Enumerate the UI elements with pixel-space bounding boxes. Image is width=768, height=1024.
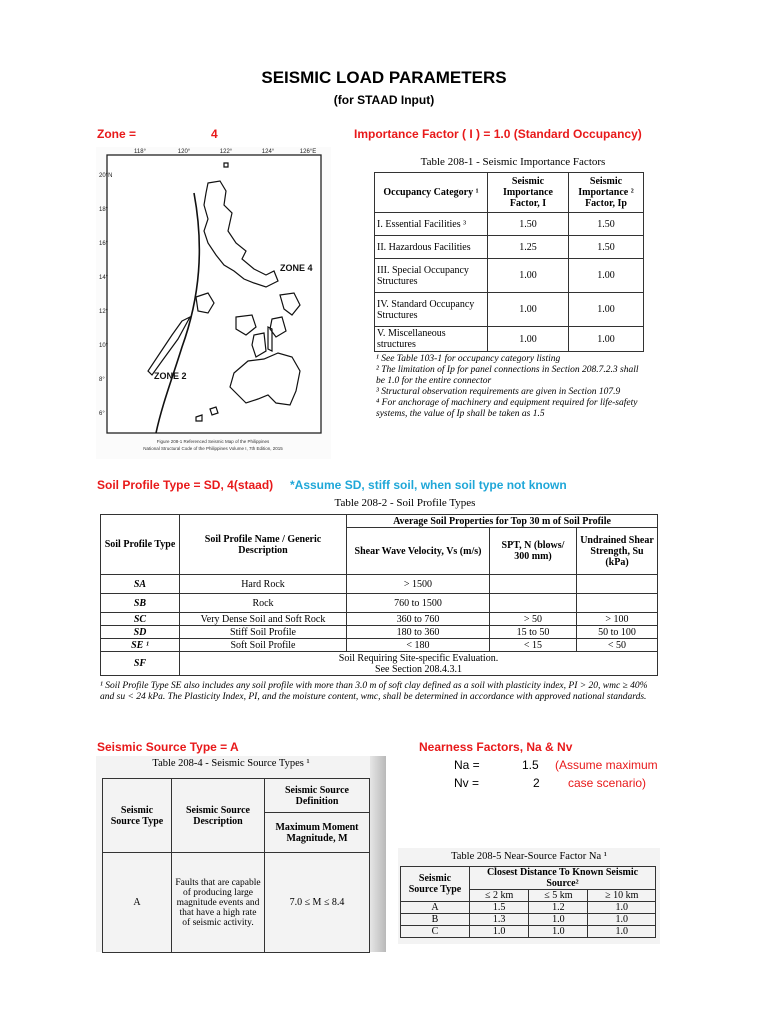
near-col: ≥ 10 km xyxy=(588,890,656,902)
importance-header-category: Occupancy Category ¹ xyxy=(375,173,488,213)
nv-label: Nv = xyxy=(454,776,480,790)
soil-header-spt: SPT, N (blows/ 300 mm) xyxy=(490,528,577,575)
soil-header-su: Undrained Shear Strength, Su (kPa) xyxy=(577,528,658,575)
na-value: 1.5 xyxy=(522,758,539,772)
near-val: 1.3 xyxy=(470,914,529,926)
source-mag: 7.0 ≤ M ≤ 8.4 xyxy=(265,853,370,953)
table-row xyxy=(401,902,656,914)
soil-type: SB xyxy=(101,594,180,613)
row-ip: 1.00 xyxy=(569,293,644,327)
footnote: ² The limitation of Ip for panel connections in Section 208.7.2.3 shall be 1.0 for the entire connector xyxy=(376,365,639,386)
page-subtitle: (for STAAD Input) xyxy=(333,93,435,107)
soil-type: SC xyxy=(101,613,180,626)
lon-tick: 124° xyxy=(261,149,275,155)
near-source-table-photo xyxy=(398,848,660,944)
lat-tick: 16° xyxy=(99,241,109,247)
near-source-table-caption: Table 208-5 Near-Source Factor Na ¹ xyxy=(451,851,607,862)
table-row xyxy=(101,626,658,639)
lat-tick: 20°N xyxy=(99,173,113,179)
soil-vs: 180 to 360 xyxy=(347,626,490,639)
table-row xyxy=(375,213,644,236)
lat-tick: 6° xyxy=(99,411,105,417)
row-i: 1.50 xyxy=(488,213,569,236)
near-source-table xyxy=(400,866,656,938)
soil-vs: > 1500 xyxy=(347,575,490,594)
row-category: Essential Facilities ³ xyxy=(385,218,467,230)
row-category: Hazardous Facilities xyxy=(388,241,471,253)
source-type: A xyxy=(103,853,172,953)
seismic-source-label: Seismic Source Type = A xyxy=(97,740,239,754)
map-caption: National Structural Code of the Philippines Volume I, 7th Edition, 2015 xyxy=(143,446,283,451)
near-col: ≤ 5 km xyxy=(529,890,588,902)
lat-tick: 18° xyxy=(99,207,109,213)
soil-vs: 360 to 760 xyxy=(347,613,490,626)
soil-name: Soft Soil Profile xyxy=(180,639,347,652)
soil-type: SA xyxy=(101,575,180,594)
row-num: I. xyxy=(377,218,383,230)
soil-su xyxy=(577,575,658,594)
soil-sf-text: See Section 208.4.3.1 xyxy=(375,663,462,675)
row-num: II. xyxy=(377,241,387,253)
row-category: Standard Occupancy Structures xyxy=(377,298,475,321)
na-label: Na = xyxy=(454,758,480,772)
table-row xyxy=(101,594,658,613)
importance-header-i: Seismic Importance Factor, I xyxy=(488,173,569,213)
nearness-note: (Assume maximum xyxy=(555,758,658,772)
importance-table-caption: Table 208-1 - Seismic Importance Factors xyxy=(420,156,606,168)
zone-label: Zone = xyxy=(97,127,137,141)
source-table-caption: Table 208-4 - Seismic Source Types ¹ xyxy=(152,758,310,769)
soil-su xyxy=(577,594,658,613)
soil-profile-note: *Assume SD, stiff soil, when soil type not known xyxy=(290,478,567,492)
soil-su: 50 to 100 xyxy=(577,626,658,639)
lon-tick: 122° xyxy=(219,149,233,155)
soil-type: SE ¹ xyxy=(101,639,180,652)
row-i: 1.00 xyxy=(488,259,569,293)
table-row xyxy=(101,575,658,594)
lat-tick: 12° xyxy=(99,309,109,315)
soil-type: SF xyxy=(101,652,180,676)
soil-header-group: Average Soil Properties for Top 30 m of Soil Profile xyxy=(347,515,658,528)
table-row xyxy=(101,652,658,676)
soil-vs: 760 to 1500 xyxy=(347,594,490,613)
near-val: 1.0 xyxy=(588,902,656,914)
soil-spt: > 50 xyxy=(490,613,577,626)
soil-table-caption: Table 208-2 - Soil Profile Types xyxy=(334,497,476,509)
near-type: C xyxy=(401,926,470,938)
importance-header-ip: Seismic Importance ² Factor, Ip xyxy=(569,173,644,213)
soil-footnote: ¹ Soil Profile Type SE also includes any soil profile with more than 3.0 m of soft clay defined as a soil with plasticity index, PI > 20, wmc ≥ 40% and su < 24 kPa. The Plasticity Index, PI, and the moisture content, wmc, shall be determined in accordance with approved national standards. xyxy=(100,681,648,702)
lat-tick: 8° xyxy=(99,377,105,383)
lon-tick: 118° xyxy=(134,149,146,155)
near-col: ≤ 2 km xyxy=(470,890,529,902)
seismic-map-figure xyxy=(96,147,331,459)
soil-spt: 15 to 50 xyxy=(490,626,577,639)
near-val: 1.0 xyxy=(588,914,656,926)
near-header-type: Seismic Source Type xyxy=(401,867,470,902)
lon-tick: 120° xyxy=(177,149,191,155)
row-num: IV. xyxy=(377,298,389,310)
importance-footnotes xyxy=(376,354,648,420)
row-i: 1.00 xyxy=(488,327,569,352)
source-table-photo xyxy=(96,756,386,952)
near-type: B xyxy=(401,914,470,926)
nearness-title: Nearness Factors, Na & Nv xyxy=(419,740,573,754)
soil-profile-label: Soil Profile Type = SD, 4(staad) xyxy=(97,478,274,492)
soil-name: Rock xyxy=(180,594,347,613)
source-desc: Faults that are capable of producing large magnitude events and that have a high rate of seismic activity. xyxy=(172,853,265,953)
zone2-label: ZONE 2 xyxy=(154,371,187,381)
row-num: III. xyxy=(377,264,390,276)
zone4-label: ZONE 4 xyxy=(280,263,313,273)
source-header-desc: Seismic Source Description xyxy=(172,779,265,853)
soil-header-vs: Shear Wave Velocity, Vs (m/s) xyxy=(347,528,490,575)
soil-su: > 100 xyxy=(577,613,658,626)
row-ip: 1.50 xyxy=(569,213,644,236)
near-val: 1.0 xyxy=(470,926,529,938)
lat-tick: 14° xyxy=(99,275,109,281)
table-row xyxy=(401,926,656,938)
near-val: 1.0 xyxy=(588,926,656,938)
zone-value: 4 xyxy=(211,127,218,141)
soil-header-name: Soil Profile Name / Generic Description xyxy=(180,515,347,575)
nearness-note: case scenario) xyxy=(568,776,647,790)
soil-header-type: Soil Profile Type xyxy=(101,515,180,575)
nv-value: 2 xyxy=(533,776,540,790)
near-val: 1.0 xyxy=(529,926,588,938)
near-header-group: Closest Distance To Known Seismic Source² xyxy=(470,867,656,890)
soil-sf-text: Soil Requiring Site-specific Evaluation. xyxy=(338,652,499,664)
near-val: 1.5 xyxy=(470,902,529,914)
row-num: V. xyxy=(377,328,386,339)
soil-spt xyxy=(490,575,577,594)
soil-name: Stiff Soil Profile xyxy=(180,626,347,639)
table-row xyxy=(101,639,658,652)
page-shadow xyxy=(370,756,386,952)
lon-tick: 126°E xyxy=(299,149,317,155)
near-val: 1.0 xyxy=(529,914,588,926)
table-row xyxy=(103,853,370,953)
lat-tick: 10° xyxy=(99,343,109,349)
page-title: SEISMIC LOAD PARAMETERS xyxy=(261,68,507,87)
soil-name: Very Dense Soil and Soft Rock xyxy=(180,613,347,626)
source-header-def: Seismic Source Definition xyxy=(265,779,370,813)
row-i: 1.00 xyxy=(488,293,569,327)
row-i: 1.25 xyxy=(488,236,569,259)
table-row xyxy=(401,914,656,926)
source-header-type: Seismic Source Type xyxy=(103,779,172,853)
footnote: ³ Structural observation requirements are given in Section 107.9 xyxy=(376,387,621,397)
importance-table xyxy=(374,172,644,352)
soil-type: SD xyxy=(101,626,180,639)
map-caption: Figure 208-1 Referenced Seismic Map of the Philippines xyxy=(156,439,270,444)
row-category: Special Occupancy Structures xyxy=(377,264,469,287)
table-row xyxy=(101,613,658,626)
soil-table xyxy=(100,514,658,676)
soil-su: < 50 xyxy=(577,639,658,652)
near-val: 1.2 xyxy=(529,902,588,914)
table-row xyxy=(375,327,644,352)
table-row xyxy=(375,293,644,327)
source-header-mag: Maximum Moment Magnitude, M xyxy=(265,813,370,853)
soil-spt xyxy=(490,594,577,613)
footnote: ⁴ For anchorage of machinery and equipment required for life-safety systems, the value of Ip shall be taken as 1.5 xyxy=(376,398,638,419)
table-row xyxy=(375,236,644,259)
table-row xyxy=(375,259,644,293)
soil-name: Hard Rock xyxy=(180,575,347,594)
near-type: A xyxy=(401,902,470,914)
source-table xyxy=(102,778,370,953)
footnote: ¹ See Table 103-1 for occupancy category listing xyxy=(376,354,561,364)
soil-vs: < 180 xyxy=(347,639,490,652)
importance-factor-text: Importance Factor ( I ) = 1.0 (Standard Occupancy) xyxy=(354,127,642,141)
row-ip: 1.50 xyxy=(569,236,644,259)
seismic-map xyxy=(96,147,331,459)
soil-spt: < 15 xyxy=(490,639,577,652)
row-ip: 1.00 xyxy=(569,327,644,352)
row-ip: 1.00 xyxy=(569,259,644,293)
row-category: Miscellaneous structures xyxy=(377,328,446,350)
